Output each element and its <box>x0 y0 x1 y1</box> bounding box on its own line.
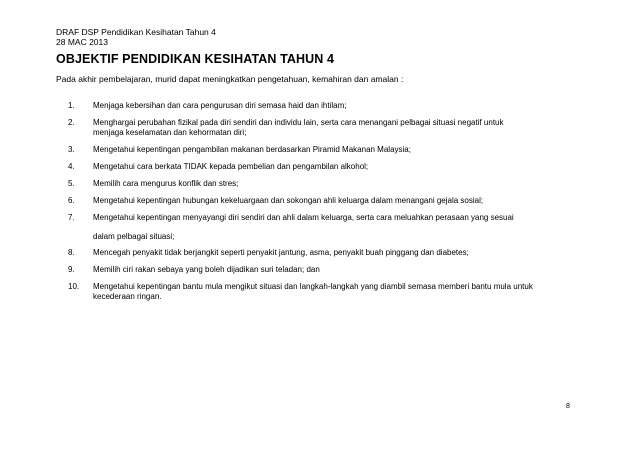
item-text-line: Mengetahui cara berkata TIDAK kepada pembelian dan pengambilan alkohol; <box>93 162 369 171</box>
document-header-date: 28 MAC 2013 <box>56 37 108 47</box>
item-number: 9. <box>68 265 75 274</box>
item-text-line: menjaga keselamatan dan kehormatan diri; <box>93 128 247 137</box>
document-header-title: DRAF DSP Pendidikan Kesihatan Tahun 4 <box>56 27 216 37</box>
item-text-line: Mengetahui kepentingan menyayangi diri sendiri dan ahli dalam keluarga, serta cara meluahkan perasaan yang sesuai <box>93 213 514 222</box>
item-text-line: Mengetahui kepentingan pengambilan makanan berdasarkan Piramid Makanan Malaysia; <box>93 145 411 154</box>
item-text-line: Mencegah penyakit tidak berjangkit seperti penyakit jantung, asma, penyakit buah pinggang dan diabetes; <box>93 248 469 257</box>
item-number: 10. <box>68 282 80 291</box>
item-text-line: kecederaan ringan. <box>93 292 162 301</box>
item-number: 8. <box>68 248 75 257</box>
item-text-line: Menghargai perubahan fizikal pada diri sendiri dan individu lain, serta cara menangani pelbagai situasi negatif untuk <box>93 118 504 127</box>
item-number: 5. <box>68 179 75 188</box>
page-title: OBJEKTIF PENDIDIKAN KESIHATAN TAHUN 4 <box>56 52 335 66</box>
intro-text: Pada akhir pembelajaran, murid dapat meningkatkan pengetahuan, kemahiran dan amalan : <box>56 74 404 84</box>
item-text-line: Memilih ciri rakan sebaya yang boleh dijadikan suri teladan; dan <box>93 265 320 274</box>
item-number: 6. <box>68 196 75 205</box>
item-text-line: Mengetahui kepentingan bantu mula mengikut situasi dan langkah-langkah yang diambil semasa memberi bantu mula untuk <box>93 282 533 291</box>
item-number: 2. <box>68 118 75 127</box>
item-number: 1. <box>68 101 75 110</box>
item-text-line: Mengetahui kepentingan hubungan kekeluargaan dan sokongan ahli keluarga dalam menangani gejala sosial; <box>93 196 484 205</box>
item-number: 4. <box>68 162 75 171</box>
page-number: 8 <box>566 403 570 410</box>
item-number: 7. <box>68 213 75 222</box>
item-text-line: Memilih cara mengurus konflik dan stres; <box>93 179 239 188</box>
item-text-line: dalam pelbagai situasi; <box>93 232 175 241</box>
item-text-line: Menjaga kebersihan dan cara pengurusan diri semasa haid dan ihtilam; <box>93 101 347 110</box>
item-number: 3. <box>68 145 75 154</box>
